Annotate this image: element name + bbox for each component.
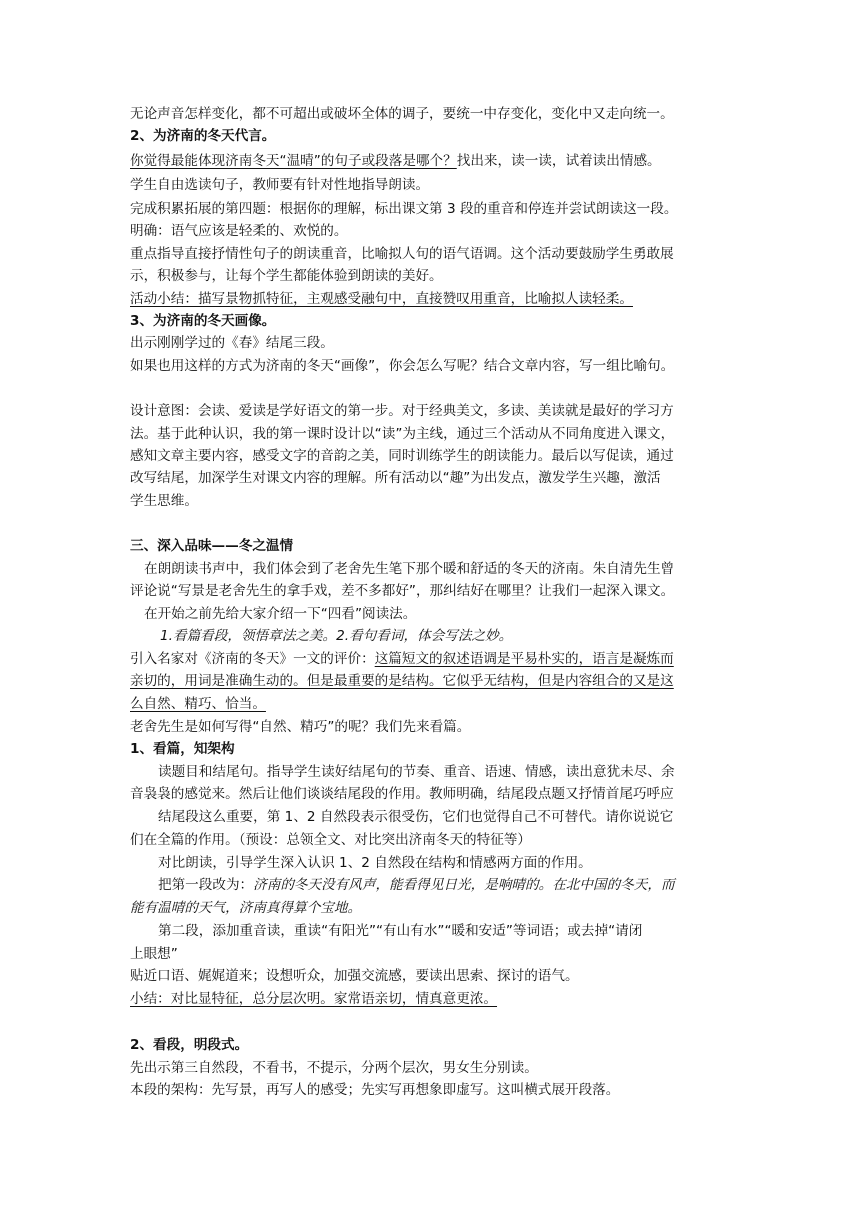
paragraph-line: 对比朗读，引导学生深入认识 1、2 自然段在结构和情感两方面的作用。 <box>158 855 592 871</box>
design-intent-line: 感知文章主要内容，感受文字的音韵之美，同时训练学生的朗读能力。最后以写促读，通过 <box>130 448 674 464</box>
paragraph-line: 明确：语气应该是轻柔的、欢悦的。 <box>130 223 348 239</box>
paragraph-line <box>158 874 764 896</box>
underlined-question: 你觉得最能体现济南冬天“温晴”的句子或段落是哪个？ <box>130 153 457 169</box>
paragraph-line <box>130 648 736 670</box>
paragraph-line: 完成积累拓展的第四题：根据你的理解，标出课文第 3 段的重音和停连并尝试朗读这一段。 <box>130 201 678 217</box>
section-heading: 2、看段，明段式。 <box>130 1037 249 1053</box>
paragraph-line: 第二段，添加重音读，重读“有阳光”“有山有水”“暖和安适”等词语；或去掉“请闭 <box>158 923 643 939</box>
paragraph-line: 出示刚刚学过的《春》结尾三段。 <box>130 335 334 351</box>
paragraph-line: 们在全篇的作用。（预设：总领全文、对比突出济南冬天的特征等） <box>130 832 532 848</box>
paragraph-line: 本段的架构：先写景，再写人的感受；先实写再想象即虚写。这叫横式展开段落。 <box>130 1082 620 1098</box>
paragraph-line: 音袅袅的感觉来。然后让他们谈谈结尾段的作用。教师明确，结尾段点题又抒情首尾巧呼应 <box>130 786 674 802</box>
underlined-quote: 这篇短文的叙述语调是平易朴实的，语言是凝炼而 <box>374 651 674 667</box>
paragraph-line: 重点指导直接抒情性句子的朗读重音，比喻拟人句的语气语调。这个活动要鼓励学生勇敢展 <box>130 246 674 262</box>
design-intent-line: 设计意图：会读、爱读是学好语文的第一步。对于经典美文，多读、美读就是最好的学习方 <box>130 403 674 419</box>
paragraph-line: 上眼想” <box>130 946 178 962</box>
instruction-text: 找出来，读一读，试着读出情感。 <box>456 153 661 169</box>
rewritten-text: 济南的冬天没有风声，能看得见日光，是响晴的。在北中国的冬天，而 <box>253 877 675 893</box>
rewritten-text: 能有温晴的天气，济南真得算个宝地。 <box>130 900 362 916</box>
paragraph-line: 读题目和结尾句。指导学生读好结尾句的节奏、重音、语速、情感，读出意犹未尽、余 <box>158 764 675 780</box>
reading-method: 1.看篇看段，领悟章法之美。2.看句看词，体会写法之妙。 <box>160 628 513 644</box>
summary-line: 小结：对比显特征，总分层次明。家常语亲切，情真意更浓。 <box>130 991 498 1007</box>
underlined-quote: 亲切的，用词是准确生动的。但是最重要的是结构。它似乎无结构，但是内容组合的又是这 <box>130 673 674 689</box>
activity-summary: 活动小结：描写景物抓特征，主观感受融句中，直接赞叹用重音，比喻拟人读轻柔。 <box>130 291 633 307</box>
paragraph-line: 如果也用这样的方式为济南的冬天“画像”，你会怎么写呢？结合文章内容，写一组比喻句。 <box>130 358 675 374</box>
rewrite-intro: 把第一段改为： <box>158 877 254 893</box>
paragraph-line <box>130 150 736 172</box>
underlined-quote: 么自然、精巧、恰当。 <box>130 696 266 712</box>
paragraph-line: 在朗朗读书声中，我们体会到了老舍先生笔下那个暖和舒适的冬天的济南。朱自清先生曾 <box>144 561 675 577</box>
section-heading: 2、为济南的冬天代言。 <box>130 128 276 144</box>
chapter-heading: 三、深入品味——冬之温情 <box>130 538 294 554</box>
design-intent-line: 学生思维。 <box>130 493 198 509</box>
section-heading: 1、看篇，知架构 <box>130 741 235 757</box>
paragraph-line: 学生自由选读句子，教师要有针对性地指导朗读。 <box>130 177 430 193</box>
design-intent-line: 改写结尾，加深学生对课文内容的理解。所有活动以“趣”为出发点，激发学生兴趣，激活 <box>130 470 661 486</box>
quote-intro: 引入名家对《济南的冬天》一文的评价： <box>130 651 375 667</box>
paragraph-line: 无论声音怎样变化，都不可超出或破坏全体的调子，要统一中存变化，变化中又走向统一。 <box>130 106 674 122</box>
paragraph-line: 结尾段这么重要，第 1、2 自然段表示很受伤，它们也觉得自己不可替代。请你说说它 <box>158 809 674 825</box>
paragraph-line: 贴近口语、娓娓道来；设想听众，加强交流感，要读出思索、探讨的语气。 <box>130 968 579 984</box>
paragraph-line: 老舍先生是如何写得“自然、精巧”的呢？我们先来看篇。 <box>130 719 471 735</box>
paragraph-line: 在开始之前先给大家介绍一下“四看”阅读法。 <box>144 606 417 622</box>
paragraph-line: 示，积极参与，让每个学生都能体验到朗读的美好。 <box>130 268 443 284</box>
design-intent-line: 法。基于此种认识，我的第一课时设计以“读”为主线，通过三个活动从不同角度进入课文， <box>130 426 675 442</box>
paragraph-line: 评论说“写景是老舍先生的拿手戏，差不多都好”，那纠结好在哪里？让我们一起深入课文。 <box>130 583 675 599</box>
paragraph-line: 先出示第三自然段，不看书，不提示，分两个层次，男女生分别读。 <box>130 1060 538 1076</box>
section-heading: 3、为济南的冬天画像。 <box>130 313 276 329</box>
